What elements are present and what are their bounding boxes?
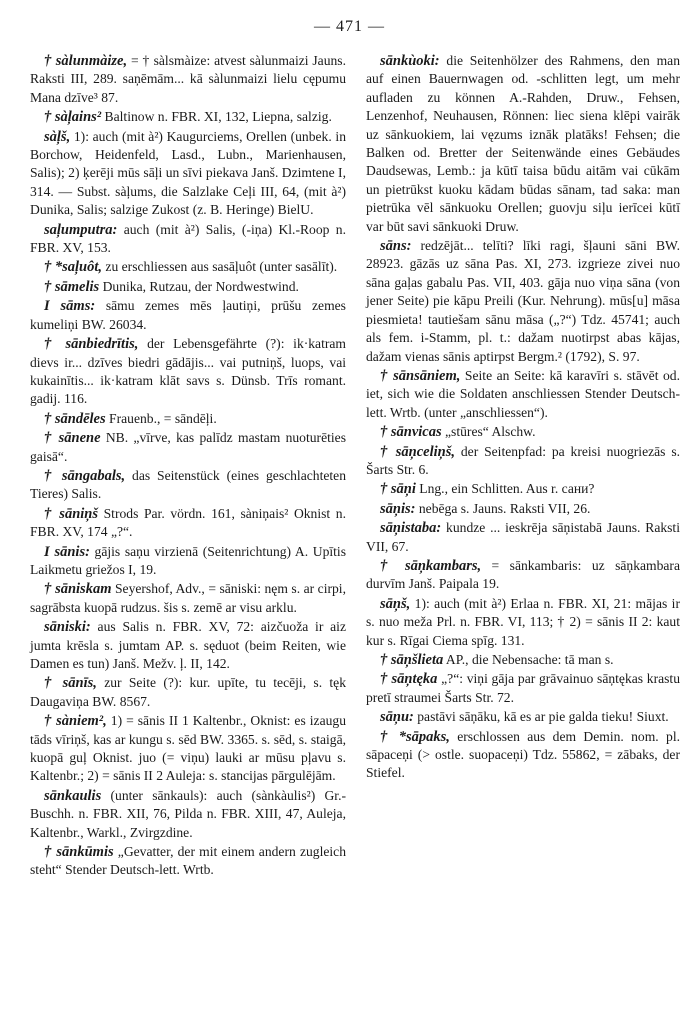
dictionary-entry — [30, 787, 346, 842]
entry-text: die Seitenhölzer des Rahmens, den man auf einen Bauernwagen od. -schlitten legt, um mehr aufladen zu können A.-Rahden, Druw., Fehsen, Lenzenhof, Neuhausen, Rönnen: liec siena klēpi vairāk uz sānkuokiem, lai vęzums iznāk platāks! Fehsen; die Balken od. Bretter der Seitenwände eines Gebäudes Daudsewas, Lemb.: ja kūtī taisa būdu aitām vai cūkām un pietrūkst kuoku kādam būdas sānam, tad saka: man pietrūka vēl sānkuoku Orellen; guovju siļu ierīcei kūtī var būt savi sānkuoki Druw. — [366, 53, 680, 234]
entry-text: „?“: viņi gāja par grāvainuo sāņtękas krastu pretī straumei Šarts Str. 72. — [366, 671, 681, 705]
entry-text: Seite an Seite: kā karavīri s. stāvēt od. iet, sich wie die Soldaten anschliessen Stender Deutsch-lett. Wrtb. (unter „anschliessen“). — [366, 367, 680, 420]
dictionary-entry — [30, 278, 346, 296]
entry-text: 1) = sānis II 1 Kaltenbr., Oknist: es izaugu tāds vīriņš, kas ar kungu s. sēd BW. 3365. s. sēd, s. staigā, kuopā guļ Oknist. juo (= viņu) lauki ar mūsu pļavu s. Kaltenbr.; 2) = sānis II 2 Auleja: s. stancijas pārgulējām. — [30, 713, 346, 784]
dictionary-entry — [366, 52, 680, 236]
entry-headword: † sānvicas — [380, 424, 442, 441]
dictionary-entry — [366, 651, 680, 669]
dictionary-entry — [366, 237, 680, 366]
entry-text: pastāvi sāņāku, kā es ar pie galda tieku! Siuxt. — [413, 709, 669, 725]
entry-headword: † sàlunmàize, — [44, 53, 128, 69]
entry-text: AP., die Nebensache: tā man s. — [443, 652, 614, 667]
entry-text: NB. „vīrve, kas palīdz mastam nuoturēties gaisā“. — [30, 430, 346, 464]
dictionary-entry — [30, 297, 346, 334]
dictionary-entry — [30, 543, 346, 580]
dictionary-entry — [30, 467, 346, 504]
entry-headword: sāņu: — [380, 709, 414, 726]
dictionary-entry — [366, 557, 680, 594]
entry-headword: † sānsāniem, — [380, 367, 461, 384]
entry-text: Lng., ein Schlitten. Aus r. сани? — [415, 481, 595, 497]
entry-text: kundze ... ieskrēja sāņistabā Jauns. Raksti VII, 67. — [366, 520, 680, 554]
dictionary-entry — [366, 708, 680, 726]
entry-text: redzējāt... telīti? līki ragi, šļauni sāni BW. 28923. gāzās uz sāna Pas. XI, 273. izgrieze zivei nuo sāna gaļas gabalu Pas. VII, 403. gāja nuo viņa sāna (von jener Seite) pie kāpu Preili (Kur. Nehrung). mūs[u] māsa piesmieta! tautiešam sānu māsa („?“) Tdz. 45741; auch als fem. i-Stamm, pl. t.: dažam nuotirpst abas kājas, dažam vienas sānis aptirpst Bergm.² (1792), S. 97. — [366, 238, 680, 364]
entry-text: aus Salis n. FBR. XV, 72: aizčuoža ir aiz jumta krēsla s. jumtam AP. s. sęduot (beim Reiten, wie Damen es tun) Janš. Mežv. ļ. II, 142. — [30, 619, 346, 671]
entry-text: gājis saņu virzienā (Seitenrichtung) A. Upītis Laikmetu griežos I, 19. — [30, 543, 346, 577]
entry-text: das Seitenstück (eines geschlachteten Tieres) Salis. — [30, 467, 346, 502]
entry-text: Baltinow n. FBR. XI, 132, Liepna, salzig. — [101, 109, 332, 125]
entry-text: Seyershof, Adv., = sāniski: nęm s. ar cirpi, sagrābsta kuopā rudzus. šis s. zemē ar visu arklu. — [30, 581, 346, 615]
left-column — [30, 52, 346, 881]
entry-text: „stūres“ Alschw. — [441, 424, 536, 440]
dictionary-entry — [366, 728, 680, 783]
right-column — [366, 52, 680, 784]
entry-text: sāmu zemes mēs ļautiņi, prūšu zemes kumeliņi BW. 26034. — [30, 298, 346, 332]
entry-text: nebēga s. Jauns. Raksti VII, 26. — [415, 500, 591, 516]
dictionary-entry — [30, 108, 346, 126]
entry-text: der Seitenpfad: pa kreisi nuogriezās s. Šarts Str. 6. — [366, 443, 681, 477]
entry-text: der Lebensgefährte (?): ik·katram dievs ir... dzīves biedri gādājis... vai putniņš, luops, vai kukainītis... ik·katram klāt savs s. Dünsb. Trīs romant. gadij. 116. — [30, 336, 347, 407]
entry-headword: I sānis: — [44, 543, 90, 560]
dictionary-entry — [30, 429, 346, 466]
dictionary-entry — [366, 443, 680, 480]
entry-headword: † sāņkambars, — [380, 557, 482, 574]
entry-text: Strods Par. vördn. 161, sàniņais² Oknist n. FBR. XV, 174 „?“. — [30, 505, 346, 540]
dictionary-entry — [366, 500, 680, 518]
dictionary-entry — [30, 221, 346, 258]
dictionary-entry — [366, 480, 680, 498]
entry-headword: † *saļuôt, — [44, 259, 103, 276]
entry-headword: sānkùoki: — [380, 53, 440, 69]
entry-headword: † sāngabals, — [44, 467, 126, 484]
entry-headword: sāniski: — [44, 619, 91, 636]
entry-text: zu erschliessen aus sasāļuôt (unter sasālīt). — [102, 259, 338, 275]
entry-headword: saļumputra: — [44, 221, 118, 238]
entry-headword: † sāniskam — [44, 581, 112, 598]
entry-headword: † sāņi — [380, 481, 416, 498]
entry-text: „Gevatter, der mit einem andern zugleich steht“ Stender Deutsch-lett. Wrtb. — [30, 844, 346, 878]
dictionary-entry — [30, 505, 346, 542]
entry-text: = † sàlsmàize: atvest sàlunmaizi Jauns. Raksti III, 289. saņēmām... kā sàlunmaizi lielu cępumu Mana dzīve³ 87. — [30, 53, 346, 105]
entry-text: = sānkambaris: uz sāņkambara durvīm Janš. Paipala 19. — [366, 557, 680, 592]
dictionary-entry — [30, 128, 346, 220]
entry-headword: † sānene — [44, 430, 101, 447]
dictionary-entry — [30, 843, 346, 880]
entry-headword: sāņš, — [380, 595, 411, 612]
dictionary-entry — [366, 595, 680, 650]
dictionary-entry — [30, 580, 346, 617]
dictionary-entry — [30, 335, 346, 409]
entry-headword: † *sāpaks, — [380, 728, 450, 745]
entry-text: Frauenb., = sāndēļi. — [105, 410, 217, 426]
dictionary-entry — [30, 258, 346, 276]
dictionary-entry — [366, 519, 680, 556]
entry-text: erschlossen aus dem Demin. nom. pl. sāpaceņi (> ostle. suopaceņi) Tdz. 55862, = zābaks, der Stiefel. — [366, 728, 680, 781]
dictionary-entry — [30, 410, 346, 428]
entry-headword: † sāmelis — [44, 278, 100, 295]
entry-headword: † sāņtęka — [380, 671, 438, 688]
entry-text: (unter sānkauls): auch (sànkàulis²) Gr.-Buschh. n. FBR. XII, 76, Pilda n. FBR. XIII, 47, Auleja, Kaltenbr., Warkl., Zvirgzdine. — [30, 787, 346, 840]
dictionary-entry — [30, 52, 346, 107]
entry-headword: † sāniņš — [44, 505, 98, 522]
entry-headword: † sāņšlieta — [380, 652, 444, 668]
entry-headword: sānkaulis — [44, 787, 102, 804]
dictionary-entry — [366, 670, 680, 707]
entry-headword: sāņis: — [380, 500, 416, 517]
entry-text: 1): auch (mit à²) Erlaa n. FBR. XI, 21: mājas ir s. nuo meža Prl. n. FBR. VI, 113; † 2) = sānis II 2: kaut kur s. Rīgai Ciema spīg. 131. — [366, 595, 680, 648]
entry-headword: † sānkūmis — [44, 844, 114, 861]
entry-headword: † sānbiedrītis, — [44, 336, 139, 353]
entry-text: zur Seite (?): kur. upīte, tu tecēji, s. tęk Daugaviņa BW. 8567. — [30, 675, 346, 709]
dictionary-entry — [366, 423, 680, 441]
entry-text: Dunika, Rutzau, der Nordwestwind. — [99, 278, 299, 294]
entry-headword: † sāndēles — [44, 410, 106, 427]
entry-headword: sāns: — [380, 238, 412, 255]
dictionary-entry — [30, 712, 346, 786]
entry-text: 1): auch (mit à²) Kaugurciems, Orellen (unbek. in Borchow, Heidenfeld, Lasd., Lubn., Marienhausen, Salis); 2) ķerēji mūs sāļi un sīvi piekava Janš. Dzimtene I, 314. — Subst. sàļums, die Salzlake Ceļi III, 64, (mit à²) Dunika, Salis; salzige Zukost (z. B. Heringe) BielU. — [30, 128, 346, 218]
entry-headword: † sāņceliņš, — [380, 443, 456, 460]
entry-headword: † sàniem², — [44, 713, 107, 730]
dictionary-entry — [30, 674, 346, 711]
entry-headword: sàļš, — [44, 128, 71, 145]
entry-headword: † sàļains² — [44, 109, 102, 126]
entry-headword: I sāms: — [44, 298, 96, 315]
entry-headword: sāņistaba: — [380, 520, 442, 537]
entry-text: auch (mit à²) Salis, (-iņa) Kl.-Roop n. FBR. XV, 153. — [30, 221, 346, 256]
dictionary-entry — [30, 618, 346, 673]
page-number: — 471 — — [314, 18, 385, 35]
entry-headword: † sānīs, — [44, 675, 97, 692]
dictionary-entry — [366, 367, 680, 422]
